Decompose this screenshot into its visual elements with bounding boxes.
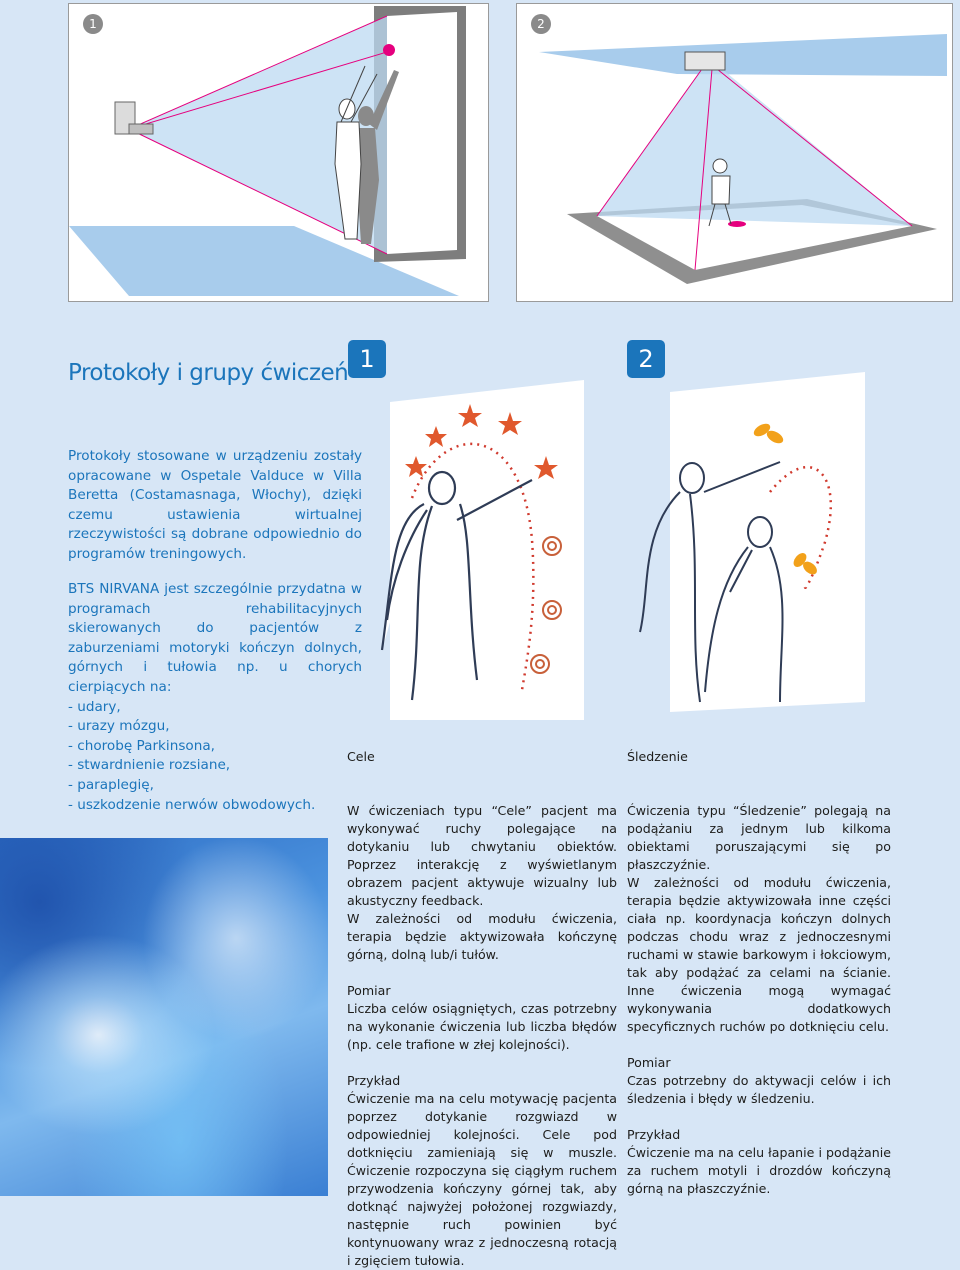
cele-column xyxy=(347,748,617,1270)
cele-przyklad-label: Przykład xyxy=(347,1073,401,1088)
sledzenie-przyklad-label: Przykład xyxy=(627,1127,681,1142)
list-item: - urazy mózgu, xyxy=(68,718,170,735)
sledzenie-modules: W zależności od modułu ćwiczenia, terapia będzie aktywizowała inne części ciała np. koordynacja kończyn dolnych podczas chodu wraz z jednoczesnymi ruchami w stawie barkowym i łokciowym, tak aby podążać za celami na ścianie. Inne ćwiczenia mogą wymagać wykonywania dodatkowych specyficznych ruchów po dotknięciu celu. xyxy=(627,875,891,1034)
list-item: - uszkodzenie nerwów obwodowych. xyxy=(68,796,316,813)
cele-heading: Cele xyxy=(347,749,375,764)
indications-block xyxy=(68,580,362,815)
section-title: Protokoły i grupy ćwiczeń xyxy=(68,360,349,386)
targets-exercise-illustration xyxy=(372,380,592,720)
cele-pomiar: Liczba celów osiągniętych, czas potrzebny na wykonanie ćwiczenia lub liczba błędów (np. cele trafione w złej kolejności). xyxy=(347,1001,617,1052)
list-item: - chorobę Parkinsona, xyxy=(68,737,215,754)
wall-projection-figure xyxy=(68,3,489,302)
sledzenie-heading: Śledzenie xyxy=(627,749,688,764)
indications-text: BTS NIRVANA jest szczególnie przydatna w programach rehabilitacyjnych skierowanych do pacjentów z zaburzeniami motoryki kończyn dolnych, górnych i tułowia np. u chorych cierpiących na: xyxy=(68,581,362,695)
list-item: - paraplegię, xyxy=(68,776,154,793)
list-item: - udary, xyxy=(68,698,121,715)
sledzenie-pomiar: Czas potrzebny do aktywacji celów i ich śledzenia i błędy w śledzeniu. xyxy=(627,1073,891,1106)
cele-description: W ćwiczeniach typu “Cele” pacjent ma wykonywać ruchy polegające na dotykaniu lub chwytaniu obiektów. Poprzez interakcję z wyświetlanym obrazem pacjent aktywuje wizualny lub akustyczny feedback. xyxy=(347,803,617,908)
sledzenie-przyklad: Ćwiczenie ma na celu łapanie i podążanie za ruchem motyli i drozdów kończyną górną na płaszczyźnie. xyxy=(627,1145,891,1196)
conditions-list xyxy=(68,698,362,816)
sledzenie-pomiar-label: Pomiar xyxy=(627,1055,671,1070)
cele-pomiar-label: Pomiar xyxy=(347,983,391,998)
floor-projection-figure xyxy=(516,3,953,302)
cele-modules: W zależności od modułu ćwiczenia, terapia będzie aktywizowała kończynę górną, dolną lub/i tułów. xyxy=(347,911,617,962)
exercise-type-2-badge: 2 xyxy=(627,340,665,378)
cele-przyklad: Ćwiczenie ma na celu motywację pacjenta poprzez dotykanie rozgwiazd w odpowiedniej kolejności. Cele pod dotknięciu zamieniają się w muszle. Ćwiczenie rozpoczyna się ciągłym ruchem przywodzenia kończyny górnej tak, aby dotknąć najwyżej położonej rozgwiazdy, następnie ruch powinien być kontynuowany wraz z jednoczesną rotacją i zgięciem tułowia. xyxy=(347,1091,617,1268)
wall-projection-illustration xyxy=(69,4,488,301)
tracking-exercise-illustration xyxy=(630,372,930,712)
figure-number-badge: 2 xyxy=(531,14,551,34)
figure-number-badge: 1 xyxy=(83,14,103,34)
intro-paragraph xyxy=(68,447,362,565)
list-item: - stwardnienie rozsiane, xyxy=(68,757,231,774)
floor-projection-illustration xyxy=(517,4,952,301)
sledzenie-description: Ćwiczenia typu “Śledzenie” polegają na podążaniu za jednym lub kilkoma obiektami poruszającymi się po płaszczyźnie. xyxy=(627,803,891,872)
exercise-type-1-badge: 1 xyxy=(348,340,386,378)
sledzenie-column xyxy=(627,748,891,1198)
intro-text: Protokoły stosowane w urządzeniu zostały opracowane w Ospetale Valduce w Villa Beretta (Costamasnaga, Włochy), dzięki czemu ustawienia wirtualnej rzeczywistości są dobrane odpowiednio do programów treningowych. xyxy=(68,448,362,562)
water-photo xyxy=(0,838,328,1196)
